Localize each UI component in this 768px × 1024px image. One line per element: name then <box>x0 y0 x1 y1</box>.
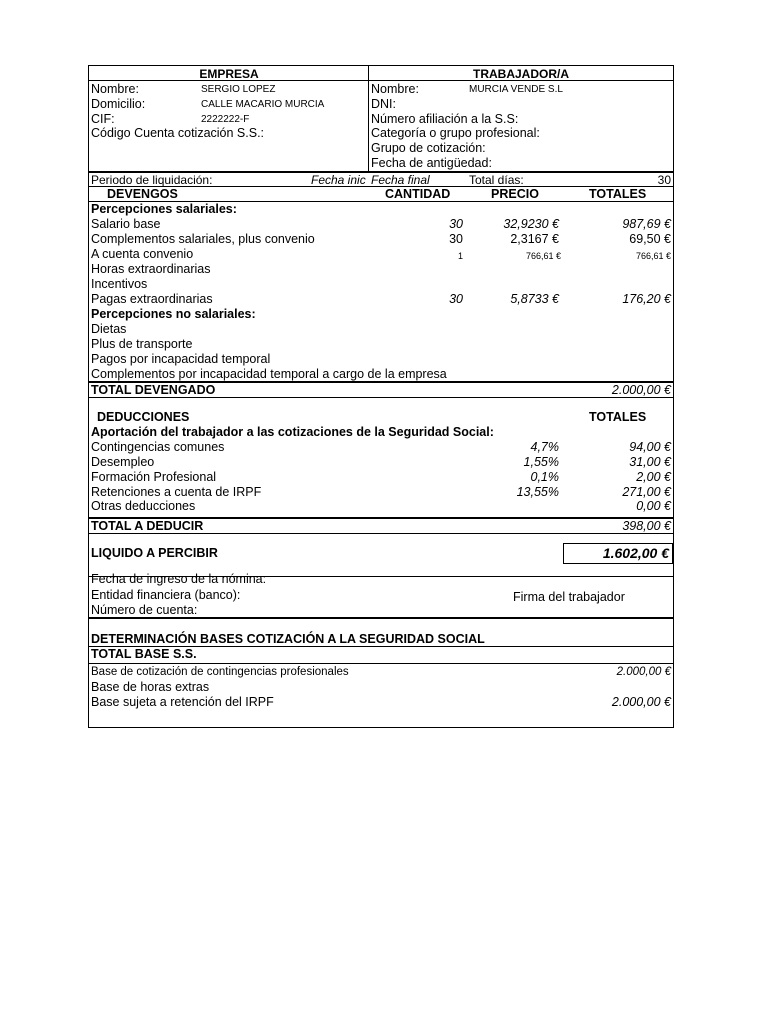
deduccion-total: 0,00 € <box>636 499 671 513</box>
total-dias-label: Total días: <box>469 173 524 187</box>
liquido-label: LIQUIDO A PERCIBIR <box>91 546 218 560</box>
trabajador-grupo-label: Grupo de cotización: <box>371 141 486 155</box>
deduccion-total: 31,00 € <box>629 455 671 469</box>
base-contingencias-value: 2.000,00 € <box>616 666 671 678</box>
base-irpf-value: 2.000,00 € <box>611 695 671 709</box>
periodo-label: Periodo de liquidación: <box>91 173 213 187</box>
trabajador-nombre-value: MURCIA VENDE S.L <box>469 84 563 95</box>
deduccion-total: 94,00 € <box>629 440 671 454</box>
divider <box>89 397 673 398</box>
deduccion-label: Otras deducciones <box>91 499 196 513</box>
no-salarial-item: Pagos por incapacidad temporal <box>91 352 271 366</box>
deduccion-pct: 1,55% <box>523 455 559 469</box>
deduccion-pct: 13,55% <box>516 485 559 499</box>
total-devengado-value: 2.000,00 € <box>611 383 671 397</box>
trabajador-nombre-label: Nombre: <box>371 82 419 96</box>
liquido-value: 1.602,00 € <box>602 545 669 561</box>
trabajador-header: TRABAJADOR/A <box>473 67 569 81</box>
cuenta-label: Número de cuenta: <box>91 603 198 617</box>
devengo-total: 69,50 € <box>629 232 671 246</box>
devengo-cantidad: 30 <box>449 292 463 306</box>
base-contingencias-label: Base de cotización de contingencias profesionales <box>91 666 349 678</box>
devengo-cantidad: 1 <box>457 251 463 261</box>
no-salarial-item: Plus de transporte <box>91 337 193 351</box>
total-deducir-value: 398,00 € <box>622 519 671 533</box>
devengo-precio: 5,8733 € <box>510 292 559 306</box>
divider <box>89 80 673 81</box>
devengo-cantidad: 30 <box>449 217 463 231</box>
deducciones-col-totales: TOTALES <box>589 410 647 424</box>
fecha-ingreso-label: Fecha de ingreso de la nómina: <box>91 572 267 586</box>
divider <box>89 533 673 534</box>
deduccion-total: 271,00 € <box>622 485 671 499</box>
deduccion-label: Contingencias comunes <box>91 440 225 454</box>
deducciones-header: DEDUCCIONES <box>97 410 190 424</box>
divider <box>89 663 673 664</box>
deduccion-pct: 0,1% <box>530 470 559 484</box>
firma-label: Firma del trabajador <box>513 590 625 604</box>
col-cantidad: CANTIDAD <box>385 187 451 201</box>
devengo-precio: 2,3167 € <box>510 232 559 246</box>
col-precio: PRECIO <box>491 187 539 201</box>
devengo-cantidad: 30 <box>449 232 463 246</box>
total-base-label: TOTAL BASE S.S. <box>91 647 197 661</box>
deduccion-total: 2,00 € <box>636 470 671 484</box>
bases-header: DETERMINACIÓN BASES COTIZACIÓN A LA SEGURIDAD SOCIAL <box>91 632 485 646</box>
devengos-header: DEVENGOS <box>107 187 178 201</box>
total-dias-value: 30 <box>657 173 671 187</box>
base-irpf-label: Base sujeta a retención del IRPF <box>91 695 274 709</box>
devengo-total: 987,69 € <box>622 217 671 231</box>
trabajador-dni-label: DNI: <box>371 97 396 111</box>
deduccion-label: Retenciones a cuenta de IRPF <box>91 485 262 499</box>
salariales-header: Percepciones salariales: <box>91 202 237 216</box>
empresa-domicilio-label: Domicilio: <box>91 97 146 111</box>
devengo-label: Incentivos <box>91 277 148 291</box>
empresa-domicilio-value: CALLE MACARIO MURCIA <box>201 99 325 110</box>
empresa-cif-label: CIF: <box>91 112 115 126</box>
devengo-label: A cuenta convenio <box>91 247 194 261</box>
devengo-label: Complementos salariales, plus convenio <box>91 232 315 246</box>
trabajador-categoria-label: Categoría o grupo profesional: <box>371 126 540 140</box>
no-salariales-header: Percepciones no salariales: <box>91 307 256 321</box>
payslip-sheet <box>88 65 674 728</box>
devengo-label: Salario base <box>91 217 161 231</box>
divider <box>89 617 673 619</box>
devengo-label: Pagas extraordinarias <box>91 292 213 306</box>
no-salarial-item: Complementos por incapacidad temporal a cargo de la empresa <box>91 367 447 381</box>
total-devengado-label: TOTAL DEVENGADO <box>91 383 216 397</box>
empresa-header: EMPRESA <box>199 67 259 81</box>
devengo-precio: 766,61 € <box>525 251 561 261</box>
fecha-final: Fecha final <box>371 173 430 187</box>
entidad-label: Entidad financiera (banco): <box>91 588 241 602</box>
aportacion-header: Aportación del trabajador a las cotizaciones de la Seguridad Social: <box>91 425 494 439</box>
empresa-codigo-label: Código Cuenta cotización S.S.: <box>91 126 265 140</box>
devengo-total: 766,61 € <box>635 251 671 261</box>
total-deducir-label: TOTAL A DEDUCIR <box>91 519 204 533</box>
fecha-inicio: Fecha inic <box>311 173 366 187</box>
devengo-total: 176,20 € <box>622 292 671 306</box>
empresa-cif-value: 2222222-F <box>201 114 250 125</box>
empresa-nombre-label: Nombre: <box>91 82 139 96</box>
trabajador-antiguedad-label: Fecha de antigüedad: <box>371 156 492 170</box>
deduccion-pct: 4,7% <box>530 440 559 454</box>
empresa-nombre-value: SERGIO LOPEZ <box>201 84 276 95</box>
no-salarial-item: Dietas <box>91 322 127 336</box>
devengo-label: Horas extraordinarias <box>91 262 211 276</box>
base-horas-label: Base de horas extras <box>91 680 210 694</box>
trabajador-afiliacion-label: Número afiliación a la S.S: <box>371 112 519 126</box>
col-totales: TOTALES <box>589 187 647 201</box>
devengo-precio: 32,9230 € <box>503 217 559 231</box>
deduccion-label: Desempleo <box>91 455 155 469</box>
divider <box>368 66 369 172</box>
deduccion-label: Formación Profesional <box>91 470 217 484</box>
